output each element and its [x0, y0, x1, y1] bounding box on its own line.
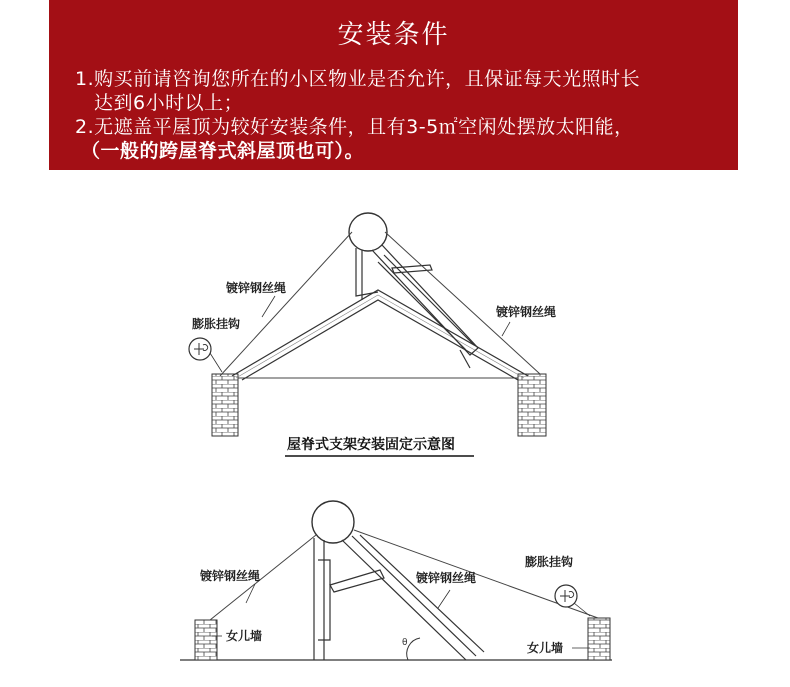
label-wall-left: 女儿墙 — [226, 629, 263, 643]
condition-line-1-cont: 达到6小时以上； — [94, 92, 244, 114]
label-wall-right: 女儿墙 — [527, 641, 564, 655]
condition-line-2-note: （一般的跨屋脊式斜屋顶也可）。 — [81, 140, 365, 162]
water-tank-2 — [312, 501, 354, 543]
label-wire-left: 镀锌钢丝绳 — [226, 281, 287, 295]
angle-arc — [407, 638, 420, 660]
label-wire-left-2: 镀锌钢丝绳 — [200, 569, 261, 583]
solar-frame-2 — [314, 535, 484, 660]
svg-text:θ: θ — [402, 638, 408, 648]
label-wire-right: 镀锌钢丝绳 — [496, 305, 557, 319]
left-parapet — [195, 620, 217, 660]
condition-line-1: 1.购买前请咨询您所在的小区物业是否允许，且保证每天光照时长 — [75, 68, 641, 90]
banner-title: 安装条件 — [337, 20, 450, 50]
diagram-caption: 屋脊式支架安装固定示意图 — [287, 437, 455, 453]
label-hook-2: 膨胀挂钩 — [525, 555, 574, 569]
right-parapet — [588, 618, 610, 660]
condition-line-2: 2.无遮盖平屋顶为较好安装条件，且有3-5㎡空闲处摆放太阳能， — [75, 116, 634, 138]
label-wire-mid-2: 镀锌钢丝绳 — [416, 571, 477, 585]
label-hook: 膨胀挂钩 — [192, 317, 241, 331]
